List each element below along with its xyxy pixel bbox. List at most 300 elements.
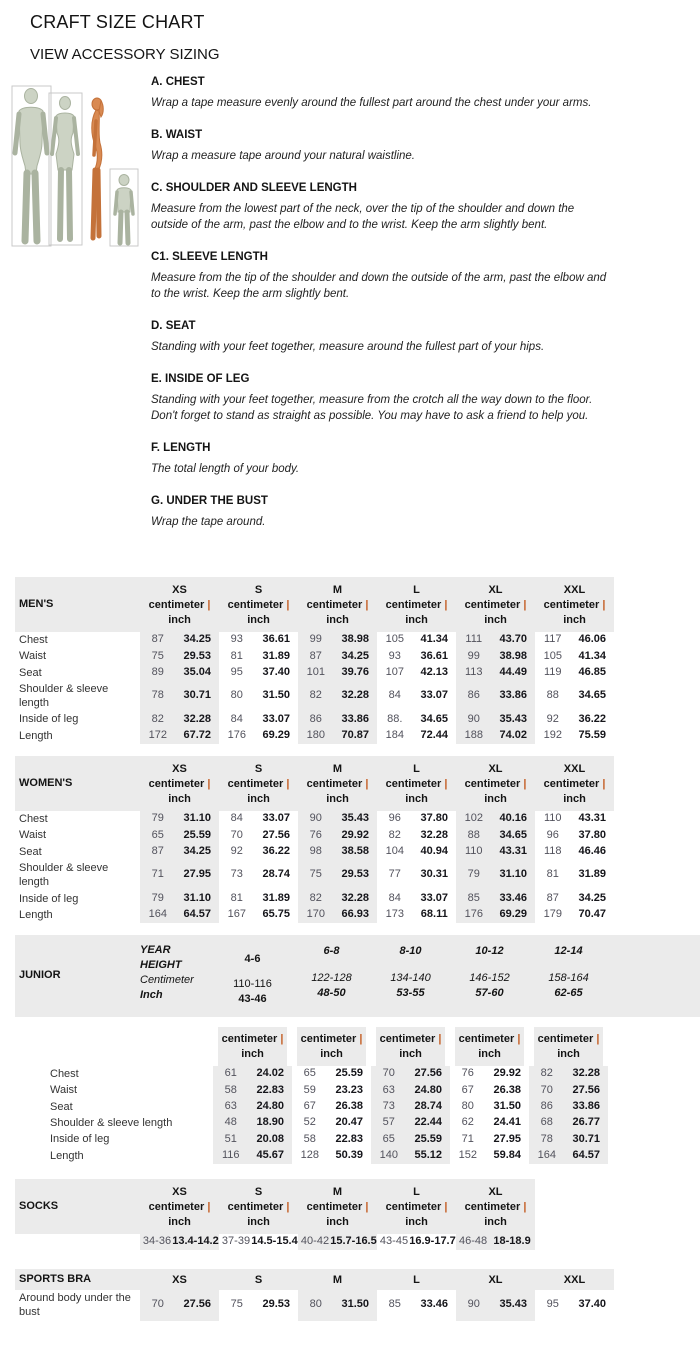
cm-value: 96 (388, 812, 401, 825)
measurement-cell (219, 728, 298, 744)
size-label: XXL (563, 1273, 586, 1286)
table-title: SOCKS (15, 1179, 140, 1234)
cm-value: 71 (461, 1132, 474, 1145)
measurement-cell (377, 632, 456, 648)
junior-year-column (450, 935, 529, 1017)
cm-value: 76 (461, 1067, 474, 1080)
unit-centimeter-label: centimeter | (227, 599, 290, 611)
unit-inch-label: inch (405, 793, 428, 806)
row-label: Around body under the bust (19, 1291, 131, 1319)
height-cm-range: 110-116 (233, 978, 272, 991)
inch-value: 35.43 (341, 812, 370, 825)
size-label: L (413, 584, 420, 596)
measurement-cell (535, 860, 614, 891)
measurement-description: Measure from the tip of the shoulder and down the outside of the arm, past the elbow and to the wrist. Keep the arm slightly bent. (151, 272, 607, 300)
row-label: Inside of leg (19, 892, 79, 905)
measurement-cell (456, 827, 535, 843)
measurement-cell (219, 907, 298, 923)
cm-value: 67 (461, 1083, 474, 1096)
cm-value: 87 (309, 649, 322, 662)
inch-value: 46.85 (578, 665, 607, 678)
measurement-cell (140, 907, 219, 923)
inch-value: 35.43 (499, 712, 528, 725)
inch-value: 50.39 (335, 1148, 364, 1161)
measurement-cell (535, 711, 614, 727)
inch-value: 26.77 (572, 1116, 601, 1129)
cm-value: 84 (388, 891, 401, 904)
cm-value: 79 (151, 891, 164, 904)
measurement-cell (219, 827, 298, 843)
cm-value: 81 (230, 649, 243, 662)
unit-inch-label: inch (563, 793, 586, 806)
row-label: Chest (50, 1068, 79, 1081)
cm-value: 86 (467, 689, 480, 702)
cm-value: 88. (387, 712, 403, 725)
size-label: XL (488, 1185, 503, 1198)
cm-value: 73 (382, 1100, 395, 1113)
size-label: XL (488, 584, 503, 596)
inch-value: 18-18.9 (493, 1235, 531, 1248)
inch-value: 31.10 (183, 812, 212, 825)
measurement-cell (298, 681, 377, 712)
cm-value: 107 (385, 665, 404, 678)
size-chart-page (0, 12, 700, 1321)
measurement-cell (377, 907, 456, 923)
measurement-cell (535, 827, 614, 843)
measurement-cell (377, 665, 456, 681)
unit-inch-label: inch (168, 1215, 191, 1228)
cm-value: 117 (544, 633, 562, 646)
year-range: 6-8 (323, 945, 340, 958)
height-range (450, 971, 529, 1001)
measurement-cell (377, 648, 456, 664)
cm-value: 89 (151, 665, 164, 678)
size-label: S (254, 584, 263, 596)
unit-inch-label: inch (557, 1048, 580, 1061)
row-label: Shoulder & sleeve length (19, 682, 109, 710)
measurement-cell (140, 1234, 219, 1250)
inch-value: 27.95 (493, 1132, 522, 1145)
inch-value: 33.86 (572, 1100, 601, 1113)
measurement-cell (535, 811, 614, 827)
cm-value: 88 (546, 689, 559, 702)
measurement-cell (140, 665, 219, 681)
size-label: XS (172, 763, 187, 776)
table-header-spacer (15, 1027, 213, 1066)
row-label: Seat (19, 845, 42, 858)
size-label: XXL (563, 584, 586, 596)
row-label: Inside of leg (19, 713, 79, 726)
inch-value: 20.47 (335, 1116, 364, 1129)
inch-value: 31.50 (262, 689, 291, 702)
cm-value: 43-45 (379, 1235, 409, 1248)
junior-year-column (213, 935, 292, 1017)
inch-value: 27.56 (414, 1067, 443, 1080)
inch-value: 31.10 (183, 891, 212, 904)
inch-value: 30.31 (420, 868, 449, 881)
measurement-cell (292, 1131, 371, 1147)
unit-centimeter-label: centimeter | (227, 1200, 290, 1213)
measurement-cell (456, 811, 535, 827)
measurement-cell (140, 811, 219, 827)
cm-value: 40-42 (300, 1235, 330, 1248)
side-female-figure (92, 98, 104, 238)
unit-centimeter-label: centimeter | (227, 778, 290, 791)
unit-inch-label: inch (484, 1215, 507, 1228)
inch-value: 24.80 (414, 1083, 443, 1096)
measurement-cell (213, 1066, 292, 1082)
inch-value: 27.56 (572, 1083, 601, 1096)
inch-value: 36.61 (420, 649, 449, 662)
unit-centimeter-label: centimeter | (464, 1200, 527, 1213)
unit-inch-label: inch (326, 614, 349, 626)
height-inch-range: 43-46 (238, 993, 267, 1006)
inch-value: 36.22 (578, 712, 607, 725)
size-tables-section (15, 577, 700, 1321)
inch-value: 34.25 (183, 844, 212, 857)
size-column-header (140, 1179, 219, 1234)
junior-header-label: Inch (140, 989, 163, 1002)
size-label: S (254, 1273, 263, 1286)
measurement-cell (535, 907, 614, 923)
unit-centimeter-label: centimeter | (306, 778, 369, 791)
size-label: XS (172, 1185, 187, 1198)
measurement-cell (456, 891, 535, 907)
size-label: M (332, 1273, 343, 1286)
unit-centimeter-label: centimeter | (385, 599, 448, 611)
height-cm-range: 122-128 (311, 972, 352, 985)
cm-value: 65 (303, 1067, 316, 1080)
unit-inch-label: inch (484, 614, 507, 626)
measurement-cell (219, 811, 298, 827)
cm-value: 76 (309, 828, 322, 841)
measurement-cell (292, 1148, 371, 1164)
inch-value: 40.94 (420, 844, 449, 857)
unit-divider: | (286, 599, 290, 611)
inch-value: 32.28 (341, 891, 370, 904)
inch-value: 20.08 (256, 1132, 285, 1145)
cm-value: 98 (309, 844, 322, 857)
inch-value: 46.46 (578, 844, 607, 857)
measurement-cell (371, 1082, 450, 1098)
unit-divider: | (365, 599, 369, 611)
cm-value: 80 (309, 1298, 322, 1311)
unit-centimeter-label: centimeter | (306, 1200, 369, 1213)
year-range: 8-10 (399, 945, 422, 958)
measurement-cell (377, 827, 456, 843)
inch-value: 66.93 (341, 908, 370, 921)
inch-value: 37.40 (578, 1298, 607, 1311)
inch-value: 40.16 (499, 812, 528, 825)
cm-value: 61 (224, 1067, 237, 1080)
measurement-cell (292, 1099, 371, 1115)
measurement-cell (219, 1290, 298, 1321)
unit-divider: | (523, 778, 527, 791)
cm-value: 119 (544, 665, 562, 678)
cm-value: 86 (309, 712, 322, 725)
unit-divider: | (207, 599, 211, 611)
size-label: XS (172, 1273, 187, 1286)
inch-value: 41.34 (578, 649, 607, 662)
height-range (292, 971, 371, 1001)
cm-value: 99 (467, 649, 480, 662)
measurement-description: Measure from the lowest part of the neck, over the tip of the shoulder and down the outside of the arm, past the elbow and to the wrist. Keep the arm slightly bent. (151, 203, 575, 231)
size-column-header (371, 1027, 450, 1066)
measurement-cell (371, 1099, 450, 1115)
unit-divider: | (444, 599, 448, 611)
cm-value: 170 (306, 908, 325, 921)
cm-value: 52 (303, 1116, 316, 1129)
unit-divider: | (207, 1200, 211, 1213)
inch-value: 34.25 (341, 649, 370, 662)
size-label: L (413, 763, 420, 776)
measurement-cell (292, 1115, 371, 1131)
inch-value: 24.80 (256, 1100, 285, 1113)
measurement-description: Wrap the tape around. (151, 516, 266, 528)
measurement-cell (292, 1066, 371, 1082)
size-label: L (413, 1185, 420, 1198)
cm-value: 95 (230, 665, 243, 678)
inch-value: 22.44 (414, 1116, 443, 1129)
unit-centimeter-label: centimeter | (385, 778, 448, 791)
size-column-header (298, 577, 377, 632)
unit-inch-label: inch (247, 614, 270, 626)
measurement-cell (298, 844, 377, 860)
cm-value: 85 (467, 891, 480, 904)
cm-value: 84 (230, 712, 243, 725)
cm-value: 65 (382, 1132, 395, 1145)
inch-value: 38.58 (341, 844, 370, 857)
inch-value: 59.84 (493, 1148, 522, 1161)
unit-inch-label: inch (405, 1215, 428, 1228)
inch-value: 31.89 (262, 649, 291, 662)
cm-value: 167 (227, 908, 246, 921)
inch-value: 22.83 (256, 1083, 285, 1096)
measurement-cell (298, 1234, 377, 1250)
measurement-cell (377, 711, 456, 727)
measurement-cell (377, 891, 456, 907)
cm-value: 104 (385, 844, 404, 857)
unit-inch-label: inch (484, 793, 507, 806)
height-inch-range: 57-60 (475, 987, 504, 1000)
size-column-header (456, 1179, 535, 1234)
unit-centimeter-label: centimeter | (148, 1200, 211, 1213)
cm-value: 78 (151, 689, 164, 702)
measurement-cell (219, 681, 298, 712)
measurement-cell (298, 811, 377, 827)
measurement-cell (377, 1234, 456, 1250)
junior-header-labels (140, 935, 213, 1017)
inch-value: 43.31 (578, 812, 607, 825)
inch-value: 32.28 (341, 689, 370, 702)
accessory-sizing-link[interactable]: VIEW ACCESSORY SIZING (30, 46, 220, 63)
row-label: Length (19, 729, 53, 742)
size-column-header (456, 1269, 535, 1290)
cm-value: 57 (382, 1116, 395, 1129)
measurement-cell (140, 891, 219, 907)
measurement-cell (535, 648, 614, 664)
measurement-cell (213, 1115, 292, 1131)
size-column-header (213, 1027, 292, 1066)
unit-inch-label: inch (326, 793, 349, 806)
inch-value: 32.28 (183, 712, 212, 725)
socks-size-table (15, 1179, 700, 1250)
cm-value: 82 (309, 689, 322, 702)
measurement-cell (456, 711, 535, 727)
measurement-cell (298, 632, 377, 648)
junior-year-column (529, 935, 608, 1017)
cm-value: 70 (151, 1298, 164, 1311)
cm-value: 65 (151, 828, 164, 841)
row-label: Length (19, 908, 53, 921)
mens-size-table (15, 577, 700, 744)
unit-inch-label: inch (320, 1048, 343, 1061)
cm-value: 75 (309, 868, 322, 881)
cm-value: 140 (379, 1148, 398, 1161)
inch-value: 45.67 (256, 1148, 285, 1161)
inch-value: 31.10 (499, 868, 528, 881)
inch-value: 29.53 (341, 868, 370, 881)
measurement-cell (298, 711, 377, 727)
inch-value: 28.74 (262, 868, 291, 881)
measurement-cell (213, 1082, 292, 1098)
measurement-cell (456, 860, 535, 891)
size-column-header (535, 1269, 614, 1290)
measurement-cell (292, 1082, 371, 1098)
size-column-header (456, 756, 535, 811)
inch-value: 70.47 (578, 908, 607, 921)
row-label: Shoulder & sleeve length (19, 861, 109, 889)
inch-value: 29.92 (341, 828, 370, 841)
height-range (371, 971, 450, 1001)
measurement-heading: D. SEAT (151, 320, 196, 332)
size-column-header (377, 1269, 456, 1290)
measurement-cell (140, 632, 219, 648)
table-title: SPORTS BRA (15, 1269, 140, 1290)
cm-value: 87 (151, 844, 164, 857)
cm-value: 128 (300, 1148, 319, 1161)
measurement-cell (371, 1115, 450, 1131)
unit-centimeter-label: centimeter | (300, 1033, 363, 1046)
inch-value: 24.02 (256, 1067, 285, 1080)
measurement-cell (377, 811, 456, 827)
cm-value: 70 (382, 1067, 395, 1080)
inch-value: 34.65 (420, 712, 449, 725)
unit-divider: | (286, 1200, 290, 1213)
measurement-cell (535, 728, 614, 744)
cm-value: 78 (540, 1132, 553, 1145)
size-column-header (140, 577, 219, 632)
junior-size-table-header (15, 935, 700, 1017)
measurement-cell (213, 1131, 292, 1147)
cm-value: 179 (543, 908, 562, 921)
height-inch-range: 53-55 (396, 987, 425, 1000)
unit-inch-label: inch (326, 1215, 349, 1228)
cm-value: 82 (388, 828, 401, 841)
measurement-cell (298, 648, 377, 664)
cm-value: 96 (546, 828, 559, 841)
inch-value: 70.87 (341, 729, 370, 742)
measurement-cell (219, 665, 298, 681)
measurement-cell (213, 1099, 292, 1115)
page-title: CRAFT SIZE CHART (30, 12, 205, 32)
cm-value: 173 (385, 908, 404, 921)
inch-value: 35.04 (183, 665, 212, 678)
measurement-cell (219, 711, 298, 727)
height-cm-range: 146-152 (469, 972, 510, 985)
size-column-header (219, 756, 298, 811)
size-label: L (413, 1273, 420, 1286)
measurement-cell (219, 632, 298, 648)
inch-value: 28.74 (414, 1100, 443, 1113)
unit-centimeter-label: centimeter | (458, 1033, 521, 1046)
unit-centimeter-label: centimeter | (221, 1033, 284, 1046)
table-title: WOMEN'S (15, 756, 140, 811)
male-figure (15, 89, 47, 242)
measurement-cell (450, 1131, 529, 1147)
table-title: MEN'S (15, 577, 140, 632)
measurement-guide-section (8, 73, 700, 530)
measurement-cell (450, 1066, 529, 1082)
inch-value: 23.23 (335, 1083, 364, 1096)
measurement-cell (456, 681, 535, 712)
body-figures-illustration (8, 73, 144, 530)
measurement-cell (456, 1290, 535, 1321)
size-column-header (140, 756, 219, 811)
womens-size-table (15, 756, 700, 923)
inch-value: 42.13 (420, 665, 449, 678)
cm-value: 73 (230, 868, 243, 881)
size-column-header (298, 1179, 377, 1234)
inch-value: 65.75 (262, 908, 291, 921)
inch-value: 33.46 (499, 891, 528, 904)
unit-centimeter-label: centimeter | (543, 599, 606, 611)
inch-value: 34.65 (578, 689, 607, 702)
cm-value: 99 (309, 633, 322, 646)
measurement-description: Standing with your feet together, measure around the fullest part of your hips. (151, 341, 545, 353)
inch-value: 29.53 (262, 1298, 291, 1311)
inch-value: 38.98 (499, 649, 528, 662)
measurement-cell (298, 1290, 377, 1321)
cm-value: 95 (546, 1298, 559, 1311)
inch-value: 30.71 (183, 689, 212, 702)
measurement-heading: C1. SLEEVE LENGTH (151, 251, 268, 263)
year-range: 4-6 (244, 953, 261, 966)
cm-value: 82 (540, 1067, 553, 1080)
measurement-cell (298, 860, 377, 891)
measurement-cell (535, 632, 614, 648)
inch-value: 13.4-14.2 (172, 1235, 219, 1248)
junior-size-table (15, 1027, 700, 1164)
unit-inch-label: inch (247, 1215, 270, 1228)
unit-divider: | (365, 1200, 369, 1213)
unit-divider: | (602, 599, 606, 611)
measurement-cell (535, 1290, 614, 1321)
cm-value: 75 (230, 1298, 243, 1311)
row-label: Chest (19, 813, 48, 826)
inch-value: 72.44 (420, 729, 449, 742)
size-label: M (332, 763, 343, 776)
height-range (529, 971, 608, 1001)
cm-value: 118 (544, 844, 562, 857)
cm-value: 51 (224, 1132, 237, 1145)
cm-value: 37-39 (221, 1235, 251, 1248)
height-inch-range: 48-50 (317, 987, 346, 1000)
measurement-heading: B. WAIST (151, 129, 203, 141)
measurement-cell (371, 1066, 450, 1082)
size-column-header (298, 756, 377, 811)
size-column-header (140, 1269, 219, 1290)
